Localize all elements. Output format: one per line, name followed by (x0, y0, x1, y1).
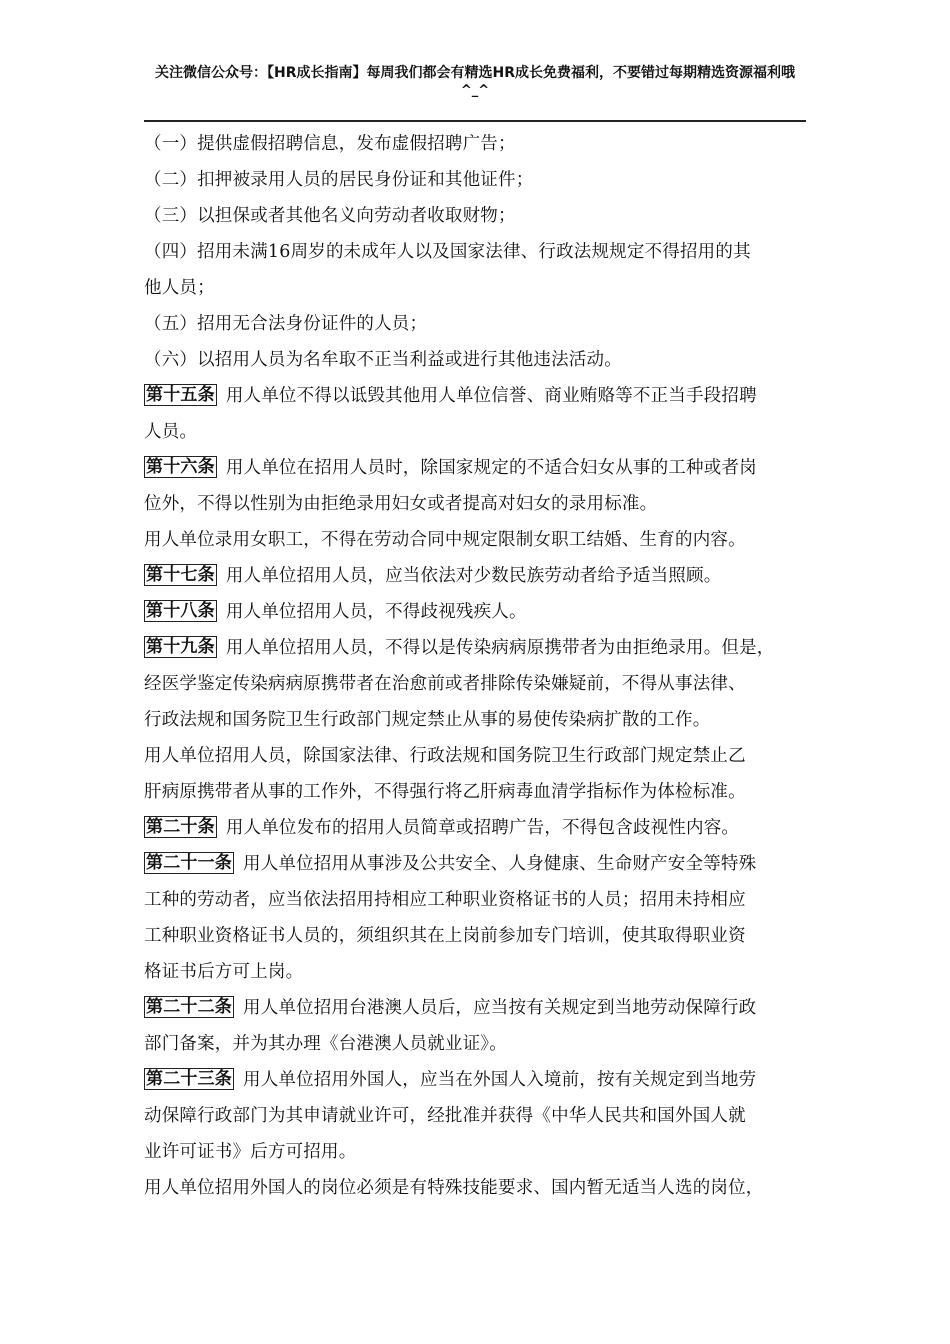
line-text: （三）以担保或者其他名义向劳动者收取财物； (144, 206, 516, 226)
line-text: （四）招用未满16周岁的未成年人以及国家法律、行政法规规定不得招用的其 (144, 242, 751, 262)
article-number: 第二十条 (146, 817, 215, 837)
line-text: （六）以招用人员为名牟取不正当利益或进行其他违法活动。 (144, 350, 622, 370)
header-divider (144, 120, 806, 122)
text-line (144, 1098, 814, 1134)
text-line (144, 450, 814, 486)
text-line (144, 954, 814, 990)
line-text: 肝病原携带者从事的工作外，不得强行将乙肝病毒血清学指标作为体检标准。 (144, 782, 746, 802)
article-number: 第二十一条 (146, 853, 232, 873)
text-line (144, 270, 814, 306)
text-line (144, 990, 814, 1026)
line-text: 他人员； (144, 278, 215, 298)
article-number: 第十九条 (146, 637, 215, 657)
line-text: 动保障行政部门为其申请就业许可，经批准并获得《中华人民共和国外国人就 (144, 1106, 746, 1126)
article-number: 第十五条 (146, 385, 215, 405)
line-text: 位外，不得以性别为由拒绝录用妇女或者提高对妇女的录用标准。 (144, 494, 658, 514)
text-line (144, 774, 814, 810)
text-line (144, 486, 814, 522)
line-text: 部门备案，并为其办理《台港澳人员就业证》。 (144, 1034, 507, 1054)
text-line (144, 306, 814, 342)
text-line (144, 882, 814, 918)
line-text: （一）提供虚假招聘信息，发布虚假招聘广告； (144, 134, 516, 154)
line-text: 工种职业资格证书人员的，须组织其在上岗前参加专门培训，使其取得职业资 (144, 926, 746, 946)
document-body (144, 126, 814, 1206)
text-line (144, 846, 814, 882)
line-text: 用人单位招用从事涉及公共安全、人身健康、生命财产安全等特殊 (243, 854, 757, 874)
text-line (144, 558, 814, 594)
line-text: （五）招用无合法身份证件的人员； (144, 314, 428, 334)
line-text: 用人单位招用人员，不得歧视残疾人。 (225, 602, 527, 622)
line-text: 用人单位录用女职工，不得在劳动合同中规定限制女职工结婚、生育的内容。 (144, 530, 746, 550)
article-number: 第二十二条 (146, 997, 232, 1017)
text-line (144, 594, 814, 630)
line-text: 行政法规和国务院卫生行政部门规定禁止从事的易使传染病扩散的工作。 (144, 710, 711, 730)
text-line (144, 342, 814, 378)
text-line (144, 1134, 814, 1170)
line-text: 用人单位不得以诋毁其他用人单位信誉、商业贿赂等不正当手段招聘 (225, 386, 757, 406)
header-promo-text: 关注微信公众号：【HR成长指南】每周我们都会有精选HR成长免费福利，不要错过每期精选资源福利哦 (155, 65, 795, 81)
text-line (144, 630, 814, 666)
text-line (144, 378, 814, 414)
line-text: 用人单位招用人员，不得以是传染病病原携带者为由拒绝录用。但是， (225, 638, 775, 658)
text-line (144, 234, 814, 270)
line-text: 经医学鉴定传染病病原携带者在治愈前或者排除传染嫌疑前，不得从事法律、 (144, 674, 746, 694)
text-line (144, 810, 814, 846)
page-header (0, 62, 950, 98)
line-text: 用人单位发布的招用人员简章或招聘广告，不得包含歧视性内容。 (225, 818, 740, 838)
line-text: 用人单位招用外国人，应当在外国人入境前，按有关规定到当地劳 (243, 1070, 757, 1090)
text-line (144, 1170, 814, 1206)
article-number: 第十七条 (146, 565, 215, 585)
text-line (144, 522, 814, 558)
line-text: 用人单位在招用人员时，除国家规定的不适合妇女从事的工种或者岗 (225, 458, 757, 478)
text-line (144, 918, 814, 954)
article-number: 第十六条 (146, 457, 215, 477)
text-line (144, 414, 814, 450)
article-number: 第二十三条 (146, 1069, 232, 1089)
text-line (144, 126, 814, 162)
text-line (144, 666, 814, 702)
line-text: 用人单位招用外国人的岗位必须是有特殊技能要求、国内暂无适当人选的岗位， (144, 1178, 764, 1198)
line-text: （二）扣押被录用人员的居民身份证和其他证件； (144, 170, 534, 190)
text-line (144, 738, 814, 774)
line-text: 工种的劳动者，应当依法招用持相应工种职业资格证书的人员；招用未持相应 (144, 890, 746, 910)
line-text: 业许可证书》后方可招用。 (144, 1142, 357, 1162)
line-text: 格证书后方可上岗。 (144, 962, 304, 982)
line-text: 用人单位招用人员，应当依法对少数民族劳动者给予适当照顾。 (225, 566, 722, 586)
text-line (144, 1062, 814, 1098)
text-line (144, 702, 814, 738)
line-text: 用人单位招用台港澳人员后，应当按有关规定到当地劳动保障行政 (243, 998, 757, 1018)
article-number: 第十八条 (146, 601, 215, 621)
text-line (144, 1026, 814, 1062)
text-line (144, 162, 814, 198)
text-line (144, 198, 814, 234)
line-text: 用人单位招用人员，除国家法律、行政法规和国务院卫生行政部门规定禁止乙 (144, 746, 746, 766)
line-text: 人员。 (144, 422, 198, 442)
header-emoticon: ^_^ (460, 83, 490, 98)
